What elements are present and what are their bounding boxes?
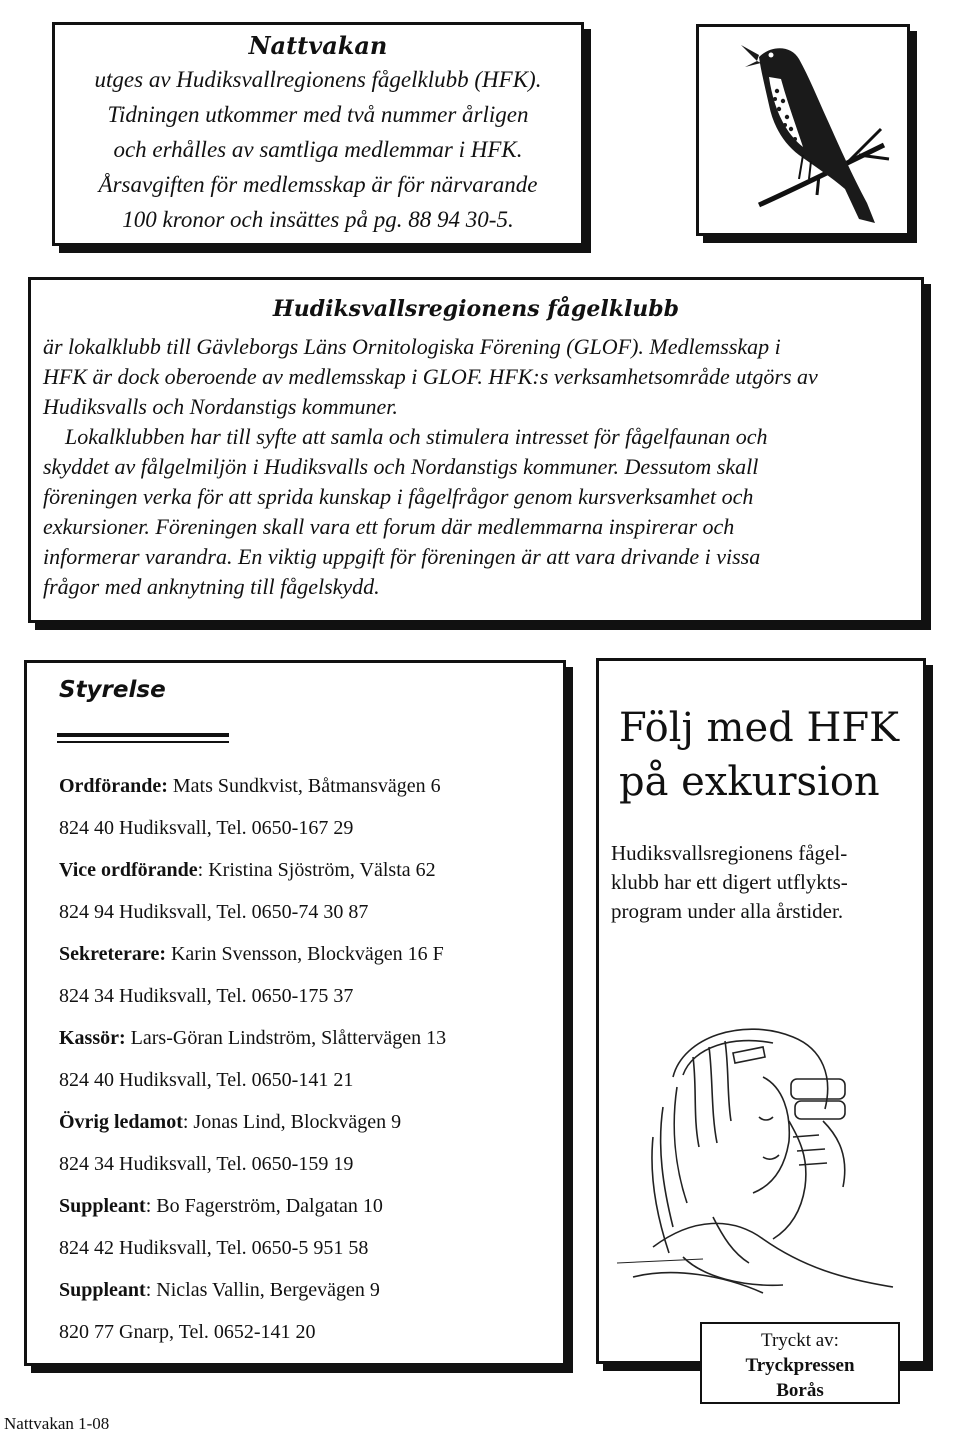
printer-name: Tryckpressen xyxy=(745,1355,855,1376)
printer-city: Borås xyxy=(776,1380,824,1401)
board-member-address: 824 34 Hudiksvall, Tel. 0650-159 19 xyxy=(59,1153,354,1175)
board-member-chair: Ordförande: Mats Sundkvist, Båtmansvägen 6 xyxy=(59,775,441,797)
title-rule xyxy=(57,741,229,743)
board-member-address: 820 77 Gnarp, Tel. 0652-141 20 xyxy=(59,1321,316,1343)
paragraph-line: Lokalklubben har till syfte att samla och stimulera intresset för fågelfaunan och xyxy=(65,424,768,449)
intro-line: Årsavgiften för medlemsskap är för närvarande xyxy=(98,172,538,197)
intro-line: Tidningen utkommer med två nummer årligen xyxy=(107,102,529,127)
paragraph-line: informerar varandra. En viktig uppgift för föreningen är att vara drivande i vissa xyxy=(43,544,761,569)
club-description-box xyxy=(28,277,924,623)
board-box xyxy=(24,660,566,1366)
club-purpose-paragraph xyxy=(43,422,909,602)
board-member-substitute: Suppleant: Niclas Vallin, Bergevägen 9 xyxy=(59,1279,380,1301)
paragraph-line: föreningen verka för att sprida kunskap i fågelfrågor genom kursverksamhet och xyxy=(43,484,754,509)
bird-illustration-box xyxy=(696,24,910,236)
board-member-treasurer: Kassör: Lars-Göran Lindström, Slåttervägen 13 xyxy=(59,1027,447,1049)
board-member-substitute: Suppleant: Bo Fagerström, Dalgatan 10 xyxy=(59,1195,383,1217)
board-member-address: 824 42 Hudiksvall, Tel. 0650-5 951 58 xyxy=(59,1237,369,1259)
thrush-bird-illustration xyxy=(699,27,907,233)
paragraph-line: exkursioner. Föreningen skall vara ett forum där medlemmarna inspirerar och xyxy=(43,514,735,539)
intro-box xyxy=(52,22,584,246)
board-member-vice-chair: Vice ordförande: Kristina Sjöström, Välsta 62 xyxy=(59,859,436,881)
board-member-other: Övrig ledamot: Jonas Lind, Blockvägen 9 xyxy=(59,1111,402,1133)
club-title: Hudiksvallsregionens fågelklubb xyxy=(272,296,680,322)
club-membership-paragraph xyxy=(43,332,909,422)
board-member-address: 824 40 Hudiksvall, Tel. 0650-167 29 xyxy=(59,817,354,839)
board-member-address: 824 94 Hudiksvall, Tel. 0650-74 30 87 xyxy=(59,901,369,923)
intro-line: utges av Hudiksvallregionens fågelklubb (HFK). xyxy=(94,67,542,92)
newsletter-title: Nattvakan xyxy=(248,31,388,60)
intro-line: 100 kronor och insättes på pg. 88 94 30-5. xyxy=(122,207,514,232)
title-rule xyxy=(57,733,229,737)
birdwatcher-illustration xyxy=(613,1017,913,1307)
paragraph-line: är lokalklubb till Gävleborgs Läns Ornitologiska Förening (GLOF). Medlemsskap i xyxy=(43,334,781,359)
printer-credit-box xyxy=(700,1322,900,1404)
board-member-secretary: Sekreterare: Karin Svensson, Blockvägen 16 F xyxy=(59,943,444,965)
printer-label: Tryckt av: xyxy=(761,1330,839,1351)
paragraph-line: Hudiksvalls och Nordanstigs kommuner. xyxy=(43,394,398,419)
excursion-box xyxy=(596,658,926,1364)
paragraph-line: skyddet av fålgelmiljön i Hudiksvalls och Nordanstigs kommuner. Dessutom skall xyxy=(43,454,759,479)
intro-line: och erhålles av samtliga medlemmar i HFK. xyxy=(113,137,523,162)
board-member-address: 824 40 Hudiksvall, Tel. 0650-141 21 xyxy=(59,1069,354,1091)
board-title: Styrelse xyxy=(59,677,166,703)
paragraph-line: frågor med anknytning till fågelskydd. xyxy=(43,574,380,599)
excursion-heading: Följ med HFK på exkursion xyxy=(619,705,899,805)
issue-footer: Nattvakan 1-08 xyxy=(4,1414,110,1433)
paragraph-line: HFK är dock oberoende av medlemsskap i GLOF. HFK:s verksamhetsområde utgörs av xyxy=(43,364,818,389)
excursion-text: Hudiksvallsregionens fågel- klubb har ett digert utflykts- program under alla årstider. xyxy=(611,841,848,923)
board-member-address: 824 34 Hudiksvall, Tel. 0650-175 37 xyxy=(59,985,354,1007)
